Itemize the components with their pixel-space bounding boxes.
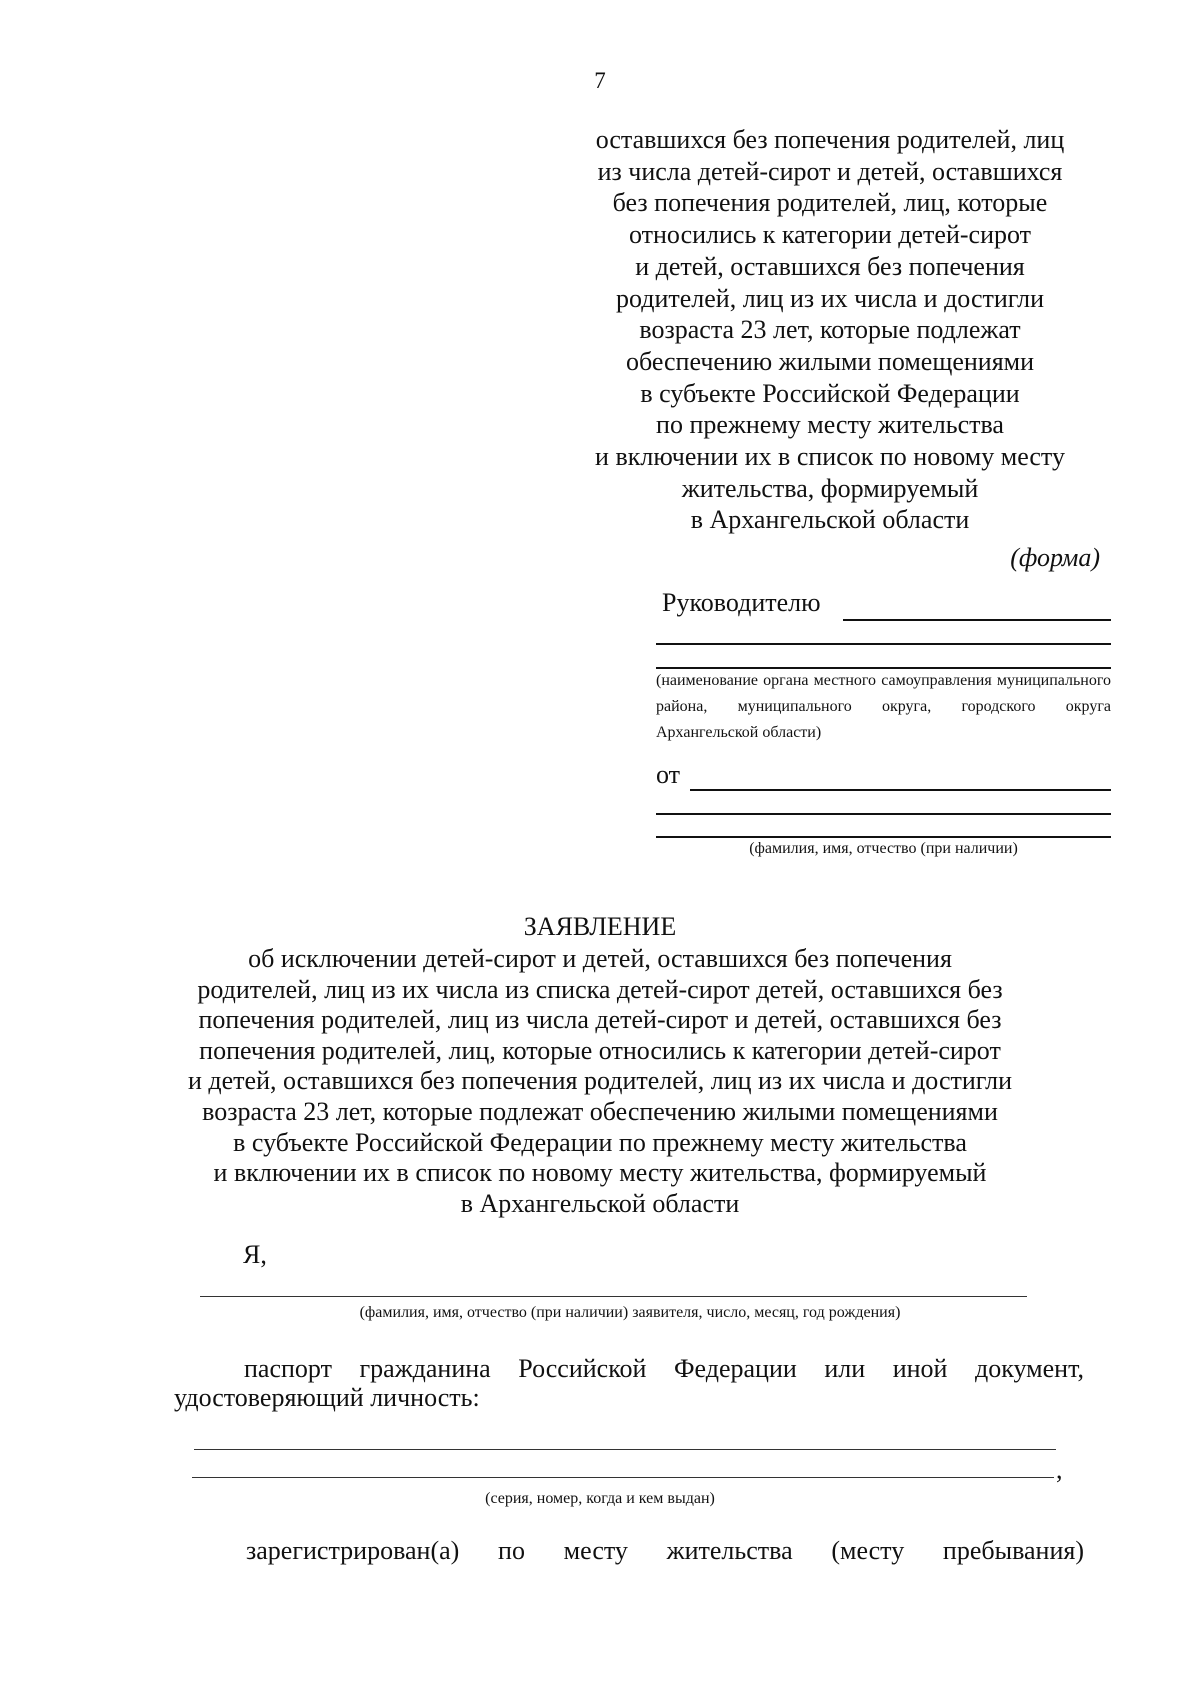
header-line: относились к категории детей-сирот (628, 220, 1032, 250)
to-fill-line[interactable] (843, 619, 1111, 621)
org-note: (наименование органа местного самоуправления муниципального района, муниципального округа, городского округа Архангельской области) (656, 672, 1111, 741)
registered-line: зарегистрирован(а) по месту жительства (месту пребывания) (246, 1536, 1084, 1565)
header-line: родителей, лиц из их числа и достигли (615, 283, 1044, 313)
series-note: (серия, номер, когда и кем выдан) (485, 1490, 715, 1507)
subtitle-line: в Архангельской области (460, 1188, 740, 1218)
org-fill-line[interactable] (656, 643, 1111, 645)
from-label: от (656, 760, 681, 789)
passport-fill-line[interactable] (194, 1449, 1056, 1450)
ya-label: Я, (243, 1240, 267, 1269)
applicant-fill-line[interactable] (200, 1296, 1027, 1297)
fio-note: (фамилия, имя, отчество (при наличии) (749, 840, 1018, 857)
header-line: по прежнему месту жительства (656, 410, 1004, 440)
subtitle-line: об исключении детей-сирот и детей, оставшихся без попечения (248, 944, 952, 973)
subtitle-line: попечения родителей, лиц из числа детей-сирот и детей, оставшихся без (198, 1005, 1002, 1035)
subtitle-line: и включении их в список по новому месту жительства, формируемый (213, 1158, 987, 1188)
subtitle-line: возраста 23 лет, которые подлежат обеспечению жилыми помещениями (202, 1096, 998, 1126)
subtitle-line: родителей, лиц из их числа из списка детей-сирот детей, оставшихся без (197, 974, 1003, 1004)
header-line: в Архангельской области (690, 505, 970, 535)
subtitle-line: и детей, оставшихся без попечения родителей, лиц из их числа и достигли (187, 1066, 1012, 1096)
header-line: и детей, оставшихся без попечения (635, 251, 1025, 281)
subtitle-line: в субъекте Российской Федерации по прежнему месту жительства (233, 1127, 967, 1157)
passport-line-1: паспорт гражданина Российской Федерации или иной документ, (244, 1354, 1084, 1383)
header-line: из числа детей-сирот и детей, оставшихся (597, 156, 1063, 186)
page-number: 7 (594, 68, 606, 93)
header-line: возраста 23 лет, которые подлежат (639, 315, 1021, 345)
passport-line-2: удостоверяющий личность: (174, 1383, 480, 1412)
from-fill-line[interactable] (690, 789, 1111, 791)
form-label: (форма) (1010, 543, 1100, 572)
header-line: оставшихся без попечения родителей, лиц (595, 125, 1065, 154)
comma: , (1056, 1455, 1063, 1484)
from-fill-line[interactable] (656, 813, 1111, 815)
header-line: без попечения родителей, лиц, которые (612, 188, 1048, 218)
header-line: и включении их в список по новому месту (595, 442, 1065, 472)
appendix-header (560, 124, 1100, 536)
passport-fill-line[interactable] (192, 1477, 1054, 1478)
header-line: жительства, формируемый (681, 473, 979, 503)
header-line: обеспечению жилыми помещениями (625, 346, 1035, 376)
passport-paragraph (174, 1354, 1084, 1412)
to-label: Руководителю (662, 588, 821, 617)
applicant-note: (фамилия, имя, отчество (при наличии) заявителя, число, месяц, год рождения) (359, 1304, 901, 1321)
header-line: в субъекте Российской Федерации (640, 378, 1020, 408)
subtitle-line: попечения родителей, лиц, которые относились к категории детей-сирот (199, 1035, 1001, 1065)
statement-subtitle (170, 944, 1030, 1219)
statement-title: ЗАЯВЛЕНИЕ (523, 912, 677, 941)
